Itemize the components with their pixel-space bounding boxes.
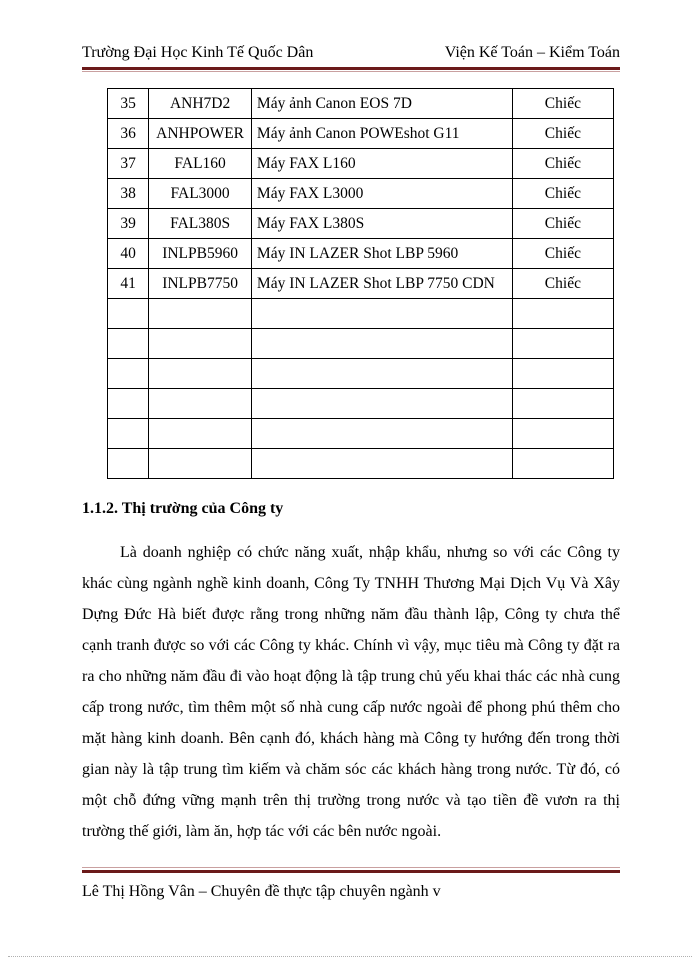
table-row xyxy=(108,119,614,149)
cell-product-name: Máy ảnh Canon POWEshot G11 xyxy=(251,119,512,149)
cell-index xyxy=(108,359,149,389)
cell-unit xyxy=(512,389,613,419)
cell-product-code xyxy=(149,299,252,329)
cell-product-name: Máy IN LAZER Shot LBP 7750 CDN xyxy=(251,269,512,299)
cell-product-name xyxy=(251,449,512,479)
cell-unit: Chiếc xyxy=(512,209,613,239)
cell-product-code: ANH7D2 xyxy=(149,89,252,119)
cell-unit: Chiếc xyxy=(512,239,613,269)
cell-product-name xyxy=(251,419,512,449)
cell-product-code: FAL3000 xyxy=(149,179,252,209)
cell-product-name: Máy FAX L380S xyxy=(251,209,512,239)
cell-product-name: Máy FAX L3000 xyxy=(251,179,512,209)
header-rule-thick xyxy=(82,67,620,70)
section-title: 1.1.2. Thị trường của Công ty xyxy=(82,500,284,517)
cell-unit xyxy=(512,419,613,449)
cell-product-name xyxy=(251,359,512,389)
cell-index: 40 xyxy=(108,239,149,269)
cell-index xyxy=(108,449,149,479)
page-edge-divider xyxy=(8,956,692,957)
cell-unit: Chiếc xyxy=(512,119,613,149)
cell-product-code: INLPB5960 xyxy=(149,239,252,269)
cell-unit: Chiếc xyxy=(512,89,613,119)
cell-unit: Chiếc xyxy=(512,179,613,209)
cell-product-code xyxy=(149,329,252,359)
cell-index: 35 xyxy=(108,89,149,119)
cell-index: 38 xyxy=(108,179,149,209)
cell-index: 36 xyxy=(108,119,149,149)
cell-product-code: ANHPOWER xyxy=(149,119,252,149)
table-row xyxy=(108,209,614,239)
cell-product-code xyxy=(149,449,252,479)
table-row xyxy=(108,299,614,329)
table-row xyxy=(108,329,614,359)
cell-index: 37 xyxy=(108,149,149,179)
cell-product-name: Máy IN LAZER Shot LBP 5960 xyxy=(251,239,512,269)
table-row xyxy=(108,449,614,479)
footer-rule-thick xyxy=(82,870,620,873)
table-row xyxy=(108,389,614,419)
page-header xyxy=(82,44,620,68)
cell-unit xyxy=(512,449,613,479)
table-row xyxy=(108,149,614,179)
product-table xyxy=(107,88,614,479)
cell-unit xyxy=(512,299,613,329)
cell-product-name xyxy=(251,389,512,419)
cell-product-code xyxy=(149,359,252,389)
cell-index: 41 xyxy=(108,269,149,299)
cell-index xyxy=(108,389,149,419)
cell-index xyxy=(108,329,149,359)
cell-product-name: Máy FAX L160 xyxy=(251,149,512,179)
cell-unit: Chiếc xyxy=(512,149,613,179)
cell-unit xyxy=(512,329,613,359)
cell-product-code: INLPB7750 xyxy=(149,269,252,299)
table-row xyxy=(108,269,614,299)
header-university: Trường Đại Học Kinh Tế Quốc Dân xyxy=(82,44,314,61)
table-row xyxy=(108,359,614,389)
cell-index xyxy=(108,299,149,329)
cell-product-code xyxy=(149,389,252,419)
cell-index: 39 xyxy=(108,209,149,239)
cell-product-name: Máy ảnh Canon EOS 7D xyxy=(251,89,512,119)
cell-unit xyxy=(512,359,613,389)
page-footer: Lê Thị Hồng Vân – Chuyên đề thực tập chuyên ngành v xyxy=(82,883,441,900)
table-row xyxy=(108,419,614,449)
cell-product-code xyxy=(149,419,252,449)
table-row xyxy=(108,179,614,209)
cell-product-code: FAL380S xyxy=(149,209,252,239)
header-rule-thin xyxy=(82,71,620,72)
table-row xyxy=(108,239,614,269)
cell-unit: Chiếc xyxy=(512,269,613,299)
section-paragraph: Là doanh nghiệp có chức năng xuất, nhập khẩu, nhưng so với các Công ty khác cùng ngành nghề kinh doanh, Công Ty TNHH Thương Mại Dịch Vụ Và Xây Dựng Đức Hà biết được rằng trong những năm đầu thành lập, Công ty chưa thể cạnh tranh được so với các Công ty khác. Chính vì vậy, mục tiêu mà Công ty đặt ra ra cho những năm đầu đi vào hoạt động là tập trung chủ yếu khai thác các nhà cung cấp trong nước, tìm thêm một số nhà cung cấp nước ngoài để phong phú thêm cho mặt hàng kinh doanh. Bên cạnh đó, khách hàng mà Công ty hướng đến trong thời gian này là tập trung tìm kiếm và chăm sóc các khách hàng trong nước. Từ đó, có một chỗ đứng vững mạnh trên thị trường trong nước và tạo tiền đề vươn ra thị trường thế giới, làm ăn, hợp tác với các bên nước ngoài. xyxy=(82,544,620,840)
table-row xyxy=(108,89,614,119)
cell-index xyxy=(108,419,149,449)
header-institute: Viện Kế Toán – Kiểm Toán xyxy=(444,44,620,61)
cell-product-name xyxy=(251,329,512,359)
cell-product-name xyxy=(251,299,512,329)
cell-product-code: FAL160 xyxy=(149,149,252,179)
footer-rule-thin xyxy=(82,867,620,868)
